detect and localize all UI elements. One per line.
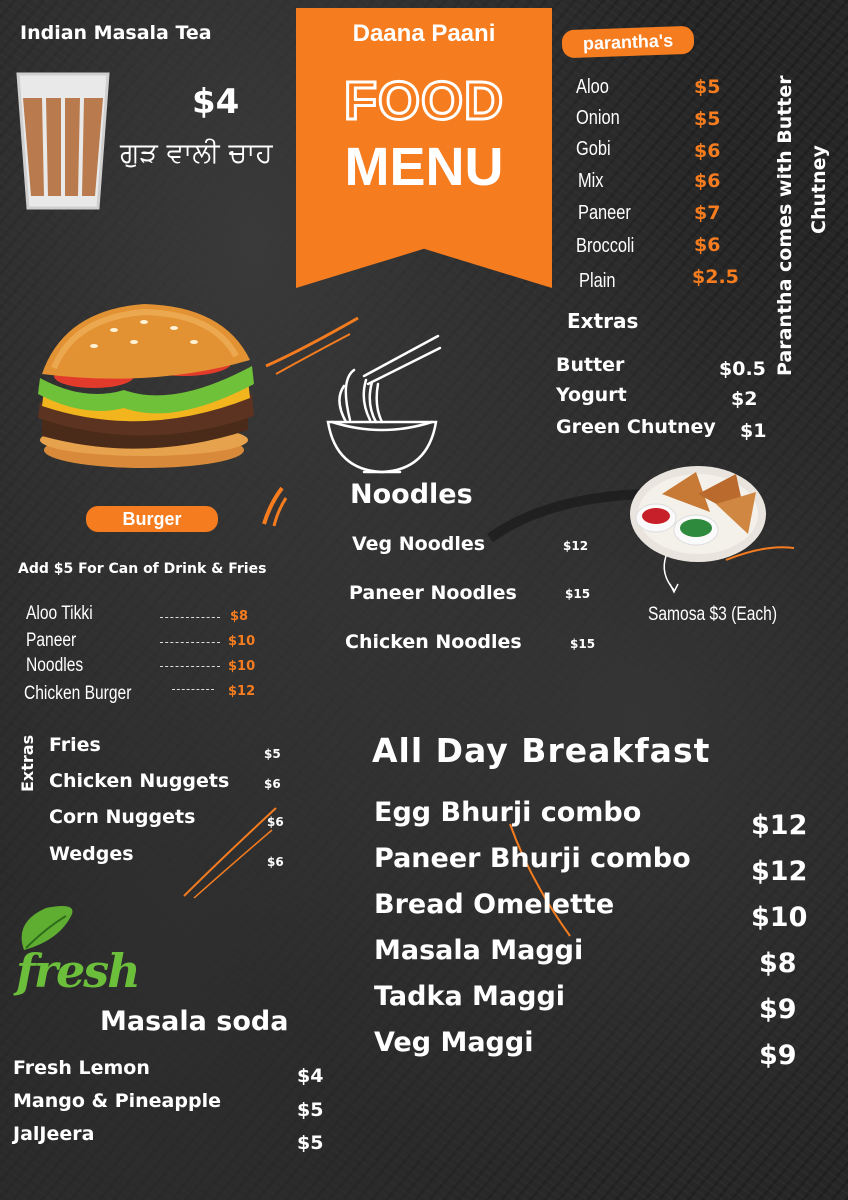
list-item: Mango & Pineapple — [13, 1090, 221, 1112]
list-item: Egg Bhurji combo — [374, 797, 642, 828]
leader-dots — [172, 689, 214, 690]
list-item: Chicken Burger — [24, 683, 132, 704]
price: $12 — [563, 539, 589, 553]
burger-illustration-icon — [24, 290, 264, 476]
paranthas-title: parantha's — [562, 26, 695, 59]
price: $9 — [759, 994, 797, 1025]
list-item: Tadka Maggi — [374, 981, 566, 1012]
tea-title: Indian Masala Tea — [20, 22, 212, 44]
list-item: Wedges — [49, 843, 134, 865]
list-item: Bread Omelette — [374, 889, 615, 920]
list-item: Paneer — [26, 630, 77, 651]
list-item: Green Chutney — [556, 416, 716, 438]
banner-menu-title: MENU — [344, 137, 504, 197]
price: $5 — [694, 108, 721, 130]
list-item: Butter — [556, 354, 625, 376]
price: $5 — [297, 1099, 324, 1121]
list-item: Veg Maggi — [374, 1027, 534, 1058]
list-item: Chicken Noodles — [345, 631, 522, 653]
parantha-note: Parantha comes with Butter — [774, 75, 796, 376]
price: $8 — [230, 609, 249, 624]
leader-dots — [160, 617, 220, 618]
parantha-extras-title: Extras — [567, 309, 639, 333]
price: $5 — [297, 1132, 324, 1154]
list-item: Noodles — [26, 655, 84, 676]
noodle-bowl-icon — [320, 330, 444, 476]
burger-extras-label: Extras — [18, 734, 37, 792]
price: $12 — [228, 684, 256, 699]
tea-glass-icon — [14, 68, 112, 212]
burger-title: Burger — [86, 506, 218, 532]
price: $8 — [759, 948, 797, 979]
price: $2 — [731, 388, 758, 410]
noodles-title: Noodles — [350, 479, 473, 510]
tea-price: $4 — [192, 82, 240, 122]
price: $6 — [264, 777, 281, 791]
burger-note: Add $5 For Can of Drink & Fries — [18, 561, 267, 577]
samosa-plate-icon — [626, 464, 796, 594]
list-item: Onion — [576, 107, 620, 129]
price: $4 — [297, 1065, 324, 1087]
brush-accent-icon — [500, 820, 580, 940]
list-item: Corn Nuggets — [49, 806, 196, 828]
list-item: Aloo — [576, 76, 609, 98]
price: $10 — [228, 634, 256, 649]
list-item: Yogurt — [556, 384, 627, 406]
price: $9 — [759, 1040, 797, 1071]
parantha-note-line2: Chutney — [808, 145, 830, 234]
leader-dots — [160, 642, 220, 643]
price: $15 — [565, 587, 591, 601]
list-item: Chicken Nuggets — [49, 770, 230, 792]
price: $6 — [694, 234, 721, 256]
list-item: Masala Maggi — [374, 935, 584, 966]
price: $5 — [694, 76, 721, 98]
price: $5 — [264, 747, 281, 761]
brand-banner — [296, 8, 552, 288]
breakfast-title: All Day Breakfast — [372, 731, 711, 770]
brush-accent-icon — [180, 800, 280, 900]
soda-title: Masala soda — [100, 1006, 289, 1037]
brand-name: Daana Paani — [352, 20, 496, 47]
list-item: Fries — [49, 734, 101, 756]
tea-punjabi-name: ਗੁੜ ਵਾਲੀ ਚਾਹ — [120, 136, 273, 169]
price: $12 — [751, 810, 808, 841]
price: $7 — [694, 202, 721, 224]
price: $10 — [751, 902, 808, 933]
price: $1 — [740, 420, 767, 442]
price: $6 — [267, 855, 284, 869]
samosa-label: Samosa $3 (Each) — [648, 604, 778, 625]
list-item: Paneer Noodles — [349, 582, 517, 604]
price: $6 — [267, 815, 284, 829]
banner-food-title: FOOD — [344, 71, 504, 131]
list-item: Broccoli — [576, 235, 635, 257]
list-item: Veg Noodles — [352, 533, 486, 555]
brush-accent-icon — [258, 484, 288, 528]
list-item: Aloo Tikki — [26, 603, 93, 624]
price: $12 — [751, 856, 808, 887]
list-item: JalJeera — [13, 1123, 95, 1145]
list-item: Paneer Bhurji combo — [374, 843, 691, 874]
list-item: Mix — [578, 170, 604, 192]
fresh-logo: fresh — [16, 944, 139, 998]
price: $15 — [570, 637, 596, 651]
list-item: Gobi — [576, 138, 611, 160]
price: $6 — [694, 170, 721, 192]
list-item: Plain — [579, 270, 616, 292]
price: $2.5 — [692, 266, 739, 288]
price: $10 — [228, 659, 256, 674]
price: $0.5 — [719, 358, 766, 380]
list-item: Paneer — [578, 202, 631, 224]
list-item: Fresh Lemon — [13, 1057, 150, 1079]
leader-dots — [160, 666, 220, 667]
price: $6 — [694, 140, 721, 162]
